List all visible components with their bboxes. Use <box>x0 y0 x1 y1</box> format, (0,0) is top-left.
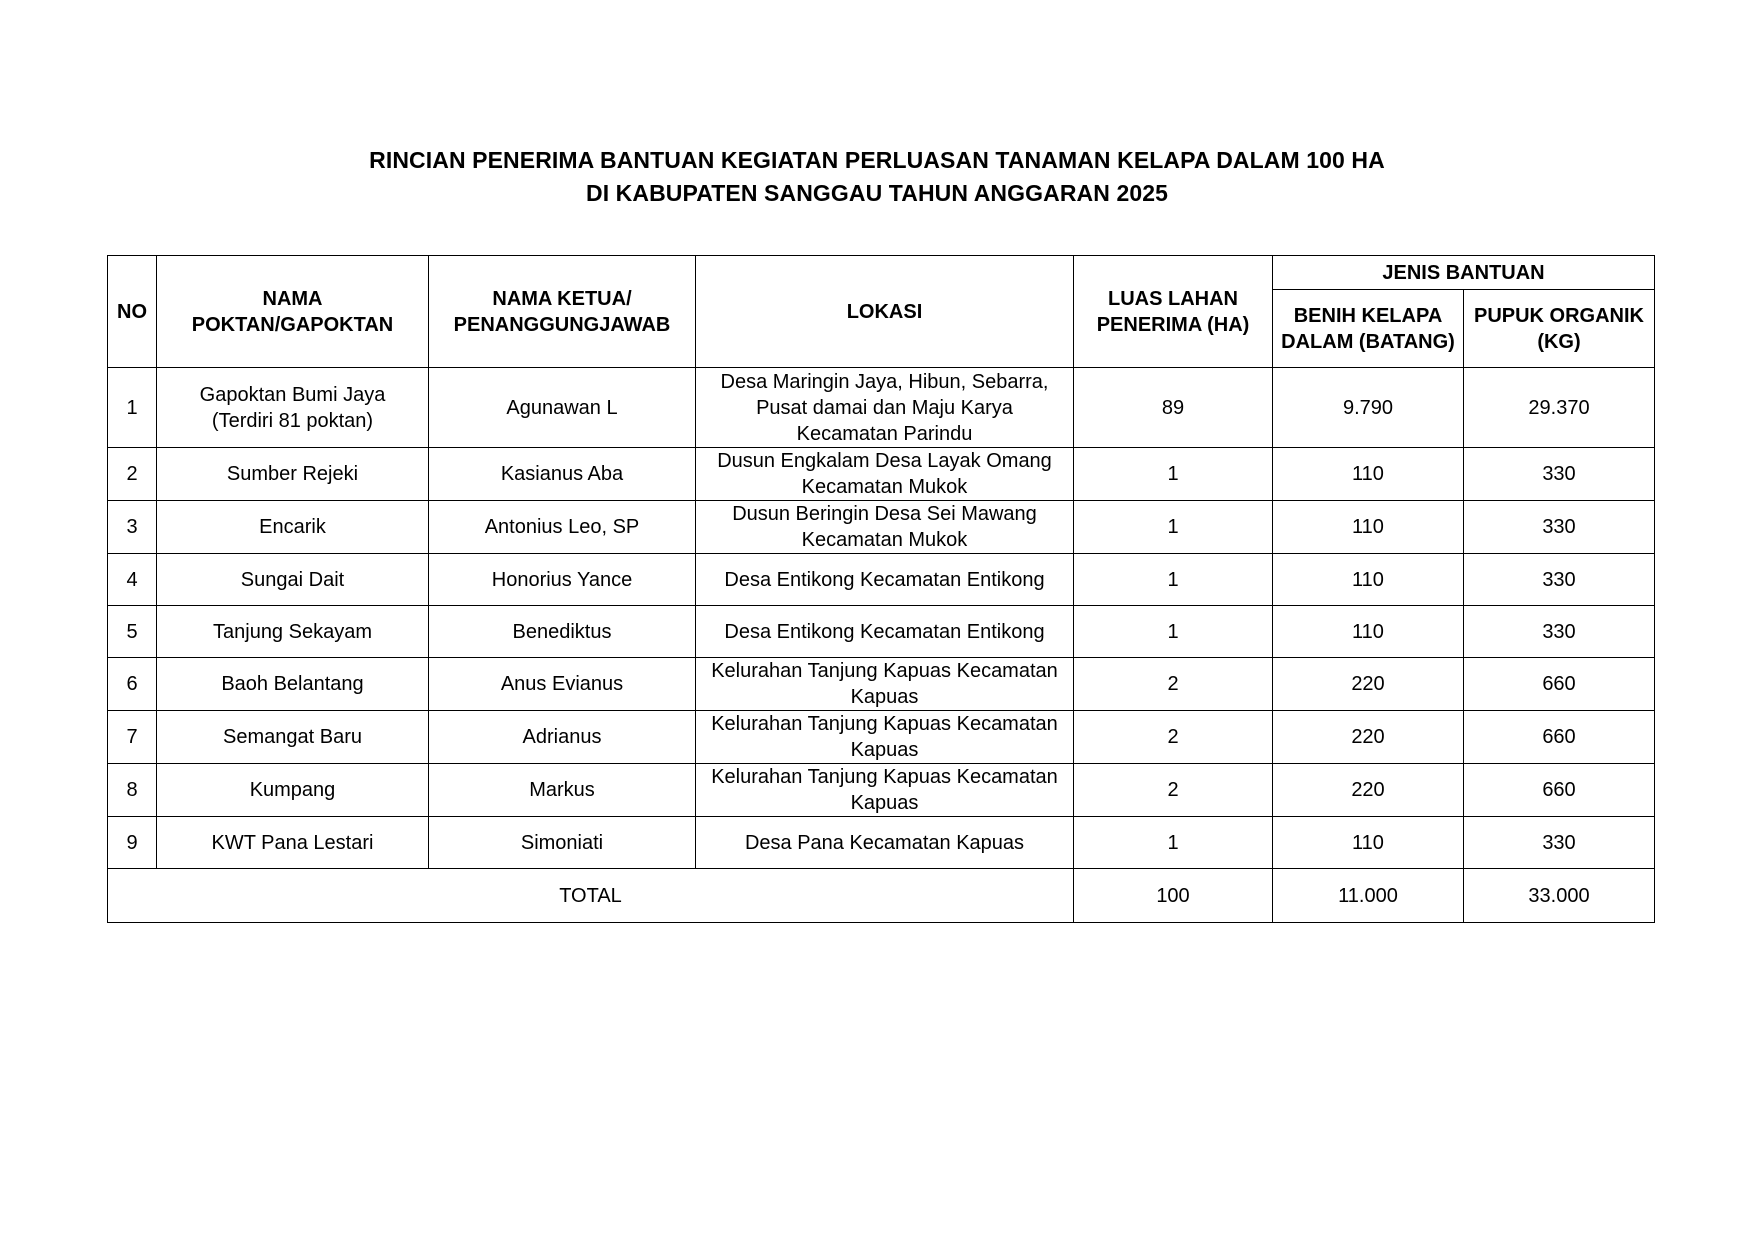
total-pupuk: 33.000 <box>1464 869 1655 923</box>
cell-nama-line-1: Gapoktan Bumi Jaya <box>199 383 386 406</box>
cell-lokasi-line-1: Kelurahan Tanjung Kapuas Kecamatan <box>711 766 1058 788</box>
cell-lokasi-line-2: Kapuas <box>850 739 919 761</box>
header-nama-ketua-line-1: NAMA KETUA/ <box>492 287 632 310</box>
header-lokasi: LOKASI <box>696 256 1074 368</box>
cell-pupuk: 330 <box>1464 448 1655 501</box>
cell-nama-ketua: Adrianus <box>429 711 696 764</box>
table-row <box>108 817 1655 869</box>
cell-nama-ketua: Agunawan L <box>429 368 696 448</box>
cell-lokasi <box>696 764 1074 817</box>
table-body <box>108 368 1655 923</box>
cell-lokasi-line-2: Kecamatan Mukok <box>801 529 968 551</box>
cell-benih: 220 <box>1273 764 1464 817</box>
cell-pupuk: 330 <box>1464 606 1655 658</box>
cell-nama-ketua: Markus <box>429 764 696 817</box>
cell-nama-poktan: Baoh Belantang <box>157 658 429 711</box>
document-title-line-2: DI KABUPATEN SANGGAU TAHUN ANGGARAN 2025 <box>585 180 1169 206</box>
table-row <box>108 658 1655 711</box>
cell-no: 7 <box>108 711 157 764</box>
cell-luas: 1 <box>1074 448 1273 501</box>
header-no: NO <box>108 256 157 368</box>
cell-lokasi <box>696 448 1074 501</box>
cell-lokasi <box>696 658 1074 711</box>
cell-nama-poktan <box>157 368 429 448</box>
cell-nama-poktan: KWT Pana Lestari <box>157 817 429 869</box>
cell-lokasi-line-1: Dusun Engkalam Desa Layak Omang <box>717 450 1052 472</box>
cell-lokasi: Desa Entikong Kecamatan Entikong <box>696 606 1074 658</box>
cell-no: 3 <box>108 501 157 554</box>
cell-lokasi-line-1: Desa Maringin Jaya, Hibun, Sebarra, <box>720 370 1049 393</box>
table-row <box>108 711 1655 764</box>
total-luas: 100 <box>1074 869 1273 923</box>
cell-lokasi-line-1: Kelurahan Tanjung Kapuas Kecamatan <box>711 660 1058 682</box>
cell-nama-ketua: Honorius Yance <box>429 554 696 606</box>
header-benih-kelapa <box>1273 290 1464 368</box>
header-nama-ketua <box>429 256 696 368</box>
cell-nama-poktan: Encarik <box>157 501 429 554</box>
cell-lokasi-line-2: Pusat damai dan Maju Karya <box>756 396 1013 419</box>
table-row <box>108 606 1655 658</box>
table-header <box>108 256 1655 368</box>
cell-nama-ketua: Benediktus <box>429 606 696 658</box>
cell-lokasi-line-2: Kapuas <box>850 686 919 708</box>
cell-lokasi-line-2: Kapuas <box>850 792 919 814</box>
cell-nama-poktan: Sumber Rejeki <box>157 448 429 501</box>
cell-benih: 9.790 <box>1273 368 1464 448</box>
header-nama-poktan <box>157 256 429 368</box>
cell-lokasi: Desa Entikong Kecamatan Entikong <box>696 554 1074 606</box>
cell-luas: 2 <box>1074 658 1273 711</box>
header-pupuk-organik <box>1464 290 1655 368</box>
header-luas-line-1: LUAS LAHAN <box>1108 287 1238 310</box>
cell-no: 9 <box>108 817 157 869</box>
cell-nama-ketua: Kasianus Aba <box>429 448 696 501</box>
cell-pupuk: 660 <box>1464 764 1655 817</box>
cell-luas: 89 <box>1074 368 1273 448</box>
table-row <box>108 368 1655 448</box>
cell-luas: 1 <box>1074 817 1273 869</box>
cell-no: 1 <box>108 368 157 448</box>
cell-no: 2 <box>108 448 157 501</box>
cell-lokasi: Desa Pana Kecamatan Kapuas <box>696 817 1074 869</box>
header-luas-lahan <box>1074 256 1273 368</box>
cell-nama-ketua: Simoniati <box>429 817 696 869</box>
cell-pupuk: 330 <box>1464 817 1655 869</box>
cell-pupuk: 29.370 <box>1464 368 1655 448</box>
cell-luas: 2 <box>1074 711 1273 764</box>
table-row <box>108 501 1655 554</box>
total-benih: 11.000 <box>1273 869 1464 923</box>
cell-nama-poktan: Semangat Baru <box>157 711 429 764</box>
header-pupuk-line-2: (KG) <box>1537 330 1581 353</box>
cell-no: 5 <box>108 606 157 658</box>
cell-lokasi <box>696 711 1074 764</box>
total-label: TOTAL <box>108 869 1074 923</box>
cell-benih: 110 <box>1273 817 1464 869</box>
cell-pupuk: 660 <box>1464 711 1655 764</box>
cell-lokasi-line-2: Kecamatan Mukok <box>801 476 968 498</box>
cell-nama-ketua: Antonius Leo, SP <box>429 501 696 554</box>
cell-no: 4 <box>108 554 157 606</box>
cell-benih: 110 <box>1273 448 1464 501</box>
header-nama-ketua-line-2: PENANGGUNGJAWAB <box>453 313 671 336</box>
header-nama-poktan-line-2: POKTAN/GAPOKTAN <box>191 313 394 336</box>
header-benih-line-1: BENIH KELAPA <box>1293 304 1443 327</box>
cell-no: 8 <box>108 764 157 817</box>
cell-nama-line-2: (Terdiri 81 poktan) <box>211 409 374 432</box>
cell-luas: 1 <box>1074 606 1273 658</box>
cell-lokasi <box>696 501 1074 554</box>
cell-no: 6 <box>108 658 157 711</box>
recipient-table <box>107 255 1655 923</box>
header-pupuk-line-1: PUPUK ORGANIK <box>1473 304 1644 327</box>
table-row <box>108 448 1655 501</box>
cell-pupuk: 330 <box>1464 554 1655 606</box>
cell-nama-poktan: Kumpang <box>157 764 429 817</box>
table-row <box>108 554 1655 606</box>
cell-luas: 1 <box>1074 501 1273 554</box>
header-jenis-bantuan: JENIS BANTUAN <box>1273 256 1655 290</box>
cell-lokasi <box>696 368 1074 448</box>
cell-nama-poktan: Tanjung Sekayam <box>157 606 429 658</box>
cell-benih: 110 <box>1273 501 1464 554</box>
cell-lokasi-line-1: Kelurahan Tanjung Kapuas Kecamatan <box>711 713 1058 735</box>
total-row <box>108 869 1655 923</box>
cell-luas: 1 <box>1074 554 1273 606</box>
cell-nama-poktan: Sungai Dait <box>157 554 429 606</box>
table-row <box>108 764 1655 817</box>
cell-benih: 220 <box>1273 658 1464 711</box>
cell-pupuk: 330 <box>1464 501 1655 554</box>
header-benih-line-2: DALAM (BATANG) <box>1281 330 1455 353</box>
cell-nama-ketua: Anus Evianus <box>429 658 696 711</box>
header-luas-line-2: PENERIMA (HA) <box>1096 313 1250 336</box>
cell-lokasi-line-3: Kecamatan Parindu <box>796 422 973 445</box>
header-nama-poktan-line-1: NAMA <box>262 287 323 310</box>
cell-lokasi-line-1: Dusun Beringin Desa Sei Mawang <box>732 503 1037 525</box>
cell-benih: 110 <box>1273 606 1464 658</box>
cell-benih: 220 <box>1273 711 1464 764</box>
cell-pupuk: 660 <box>1464 658 1655 711</box>
document-title-line-1: RINCIAN PENERIMA BANTUAN KEGIATAN PERLUASAN TANAMAN KELAPA DALAM 100 HA <box>369 147 1385 173</box>
cell-luas: 2 <box>1074 764 1273 817</box>
cell-benih: 110 <box>1273 554 1464 606</box>
